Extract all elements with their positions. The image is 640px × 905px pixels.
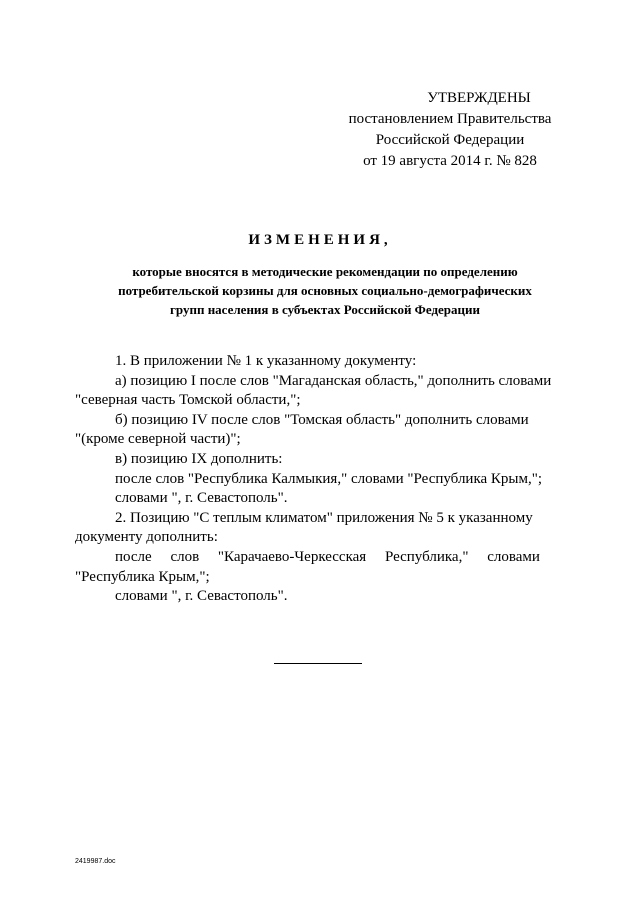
body-line: после слов "Республика Калмыкия," словами "Республика Крым,"; bbox=[115, 470, 543, 487]
subtitle-line: потребительской корзины для основных социально-демографических bbox=[118, 283, 532, 298]
body-line: б) позицию IV после слов "Томская область" дополнить словами bbox=[115, 411, 529, 428]
body-line: "(кроме северной части)"; bbox=[75, 431, 241, 448]
body-line: 1. В приложении № 1 к указанному документу: bbox=[115, 353, 417, 369]
document-title: ИЗМЕНЕНИЯ, bbox=[248, 232, 392, 248]
end-divider-line bbox=[274, 663, 362, 664]
subtitle-line: групп населения в субъектах Российской Федерации bbox=[170, 302, 480, 317]
approval-line-federation: Российской Федерации bbox=[375, 132, 525, 148]
body-line: а) позицию I после слов "Магаданская область," дополнить словами bbox=[115, 372, 552, 389]
body-line: документу дополнить: bbox=[75, 529, 218, 546]
body-line: после слов "Карачаево-Черкесская Республика," словами bbox=[115, 548, 540, 565]
approval-line-date-number: от 19 августа 2014 г. № 828 bbox=[363, 153, 537, 169]
body-line: "Республика Крым,"; bbox=[75, 568, 210, 585]
approval-title: УТВЕРЖДЕНЫ bbox=[427, 90, 531, 106]
body-line: в) позицию IX дополнить: bbox=[115, 450, 283, 467]
document-body bbox=[75, 352, 558, 607]
body-line: словами ", г. Севастополь". bbox=[115, 588, 288, 605]
body-line: "северная часть Томской области,"; bbox=[75, 392, 301, 409]
subtitle-line: которые вносятся в методические рекомендации по определению bbox=[132, 264, 518, 279]
approval-line-resolution: постановлением Правительства bbox=[348, 111, 552, 127]
document-subtitle bbox=[60, 262, 590, 319]
body-line: 2. Позицию "С теплым климатом" приложения № 5 к указанному bbox=[115, 509, 533, 526]
body-line: словами ", г. Севастополь". bbox=[115, 490, 288, 507]
approval-block bbox=[330, 88, 570, 172]
footer-file-name: 2419987.doc bbox=[75, 858, 116, 865]
